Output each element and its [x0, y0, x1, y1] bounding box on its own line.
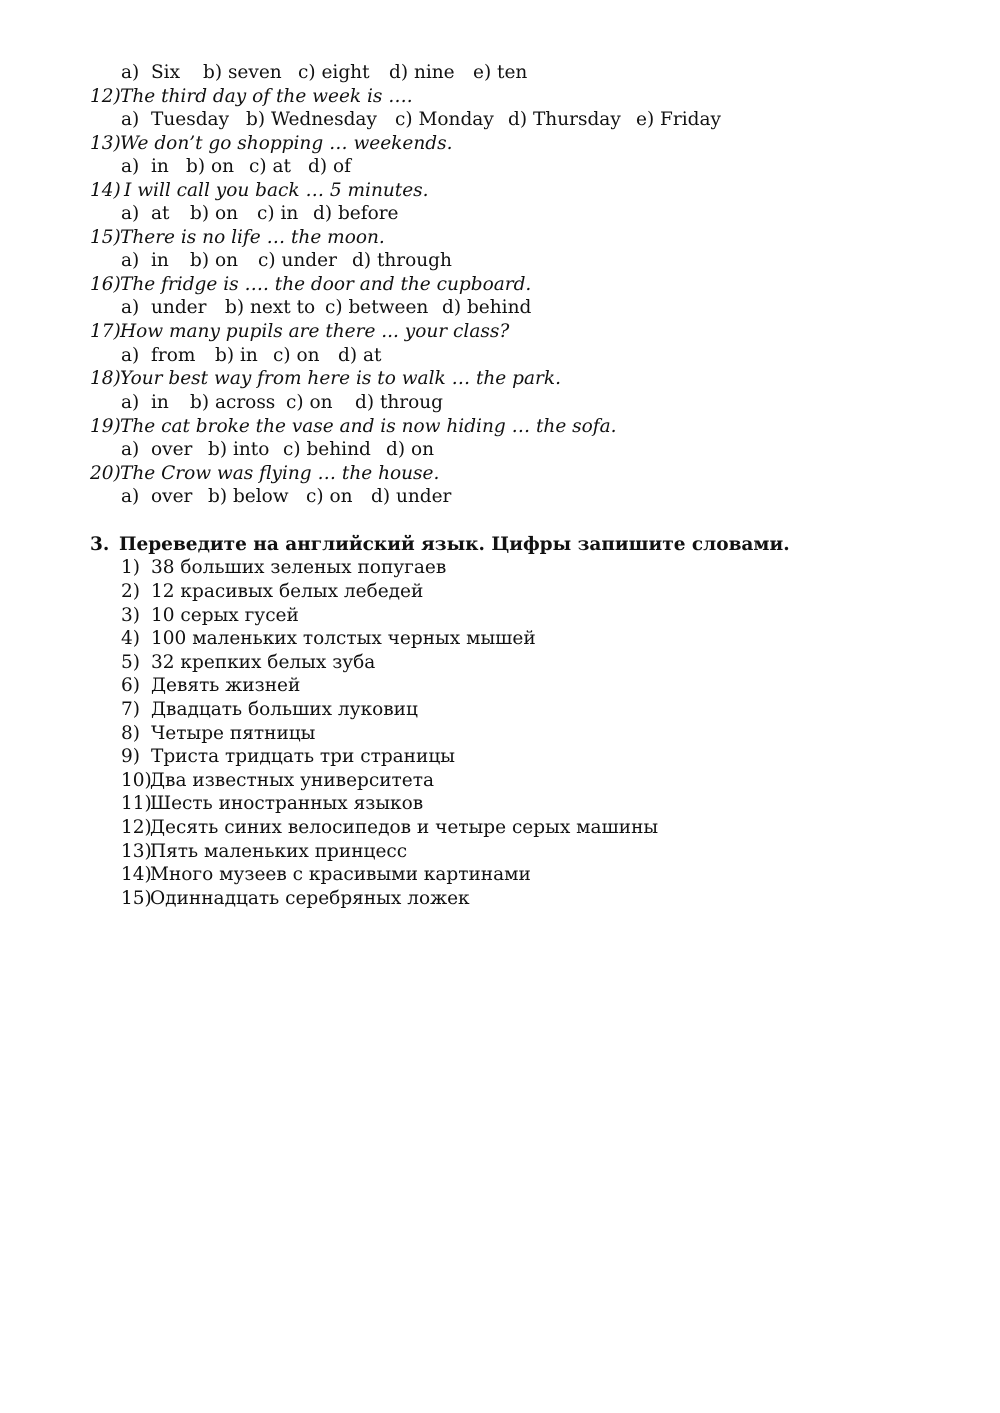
answer-option: c) Monday — [395, 109, 494, 130]
item-number: 14) — [121, 864, 152, 885]
item-number: 5) — [121, 652, 140, 673]
item-number: 7) — [121, 699, 140, 720]
item-number: 10) — [121, 770, 152, 791]
option-letter: a) — [121, 62, 140, 83]
item-text: Четыре пятницы — [151, 723, 316, 744]
question-text: We don’t go shopping … weekends. — [120, 133, 453, 154]
answer-option: over — [151, 486, 193, 507]
item-number: 6) — [121, 675, 140, 696]
item-text: Два известных университета — [150, 770, 435, 791]
item-number: 11) — [121, 793, 152, 814]
answer-option: b) below — [208, 486, 289, 507]
answer-option: c) on — [306, 486, 353, 507]
answer-option: b) on — [190, 250, 238, 271]
item-number: 12) — [121, 817, 152, 838]
question-number: 14) — [90, 180, 121, 201]
answer-option: e) ten — [473, 62, 528, 83]
answer-option: under — [151, 297, 207, 318]
answer-option: d) Thursday — [508, 109, 621, 130]
question-number: 18) — [90, 368, 121, 389]
answer-option: c) on — [273, 345, 320, 366]
option-letter: a) — [121, 345, 140, 366]
option-letter: a) — [121, 392, 140, 413]
item-number: 3) — [121, 605, 140, 626]
question-text: The Crow was flying … the house. — [120, 463, 440, 484]
item-text: Пять маленьких принцесс — [150, 841, 408, 862]
answer-option: in — [151, 250, 169, 271]
answer-option: b) Wednesday — [246, 109, 377, 130]
item-text: Одиннадцать серебряных ложек — [150, 888, 470, 909]
answer-option: d) before — [313, 203, 399, 224]
answer-option: d) behind — [442, 297, 532, 318]
answer-option: d) at — [338, 345, 382, 366]
answer-option: c) behind — [283, 439, 371, 460]
item-text: 100 маленьких толстых черных мышей — [151, 628, 536, 649]
answer-option: c) eight — [298, 62, 370, 83]
question-number: 20) — [90, 463, 121, 484]
answer-option: c) between — [325, 297, 429, 318]
option-letter: a) — [121, 297, 140, 318]
question-text: The third day of the week is …. — [120, 86, 413, 107]
answer-option: b) on — [190, 203, 238, 224]
item-number: 4) — [121, 628, 140, 649]
answer-option: d) under — [371, 486, 452, 507]
answer-option: over — [151, 439, 193, 460]
section-number: 3. — [90, 534, 110, 555]
answer-option: d) of — [308, 156, 351, 177]
question-number: 17) — [90, 321, 121, 342]
answer-option: d) on — [386, 439, 434, 460]
option-letter: a) — [121, 156, 140, 177]
item-text: Двадцать больших луковиц — [151, 699, 418, 720]
question-number: 12) — [90, 86, 121, 107]
answer-option: at — [151, 203, 170, 224]
answer-option: b) seven — [203, 62, 282, 83]
section-title: Переведите на английский язык. Цифры запишите словами. — [119, 534, 790, 555]
answer-option: b) on — [186, 156, 234, 177]
question-number: 19) — [90, 416, 121, 437]
answer-option: b) across — [190, 392, 276, 413]
item-text: Триста тридцать три страницы — [151, 746, 455, 767]
answer-option: c) on — [286, 392, 333, 413]
question-text: There is no life … the moon. — [120, 227, 385, 248]
answer-option: Tuesday — [151, 109, 230, 130]
answer-option: from — [151, 345, 196, 366]
item-text: Много музеев с красивыми картинами — [150, 864, 531, 885]
item-text: Девять жизней — [151, 675, 301, 696]
item-number: 15) — [121, 888, 152, 909]
item-number: 13) — [121, 841, 152, 862]
option-letter: a) — [121, 439, 140, 460]
answer-option: c) under — [258, 250, 337, 271]
answer-option: e) Friday — [636, 109, 721, 130]
item-number: 9) — [121, 746, 140, 767]
option-letter: a) — [121, 250, 140, 271]
option-letter: a) — [121, 109, 140, 130]
item-number: 8) — [121, 723, 140, 744]
answer-option: b) next to — [225, 297, 316, 318]
answer-option: b) in — [215, 345, 258, 366]
question-number: 15) — [90, 227, 121, 248]
item-text: 32 крепких белых зуба — [151, 652, 376, 673]
item-number: 1) — [121, 557, 140, 578]
answer-option: c) in — [257, 203, 299, 224]
answer-option: d) throug — [355, 392, 444, 413]
answer-option: d) nine — [389, 62, 455, 83]
item-text: Шесть иностранных языков — [150, 793, 424, 814]
question-number: 16) — [90, 274, 121, 295]
answer-option: in — [151, 392, 169, 413]
answer-option: in — [151, 156, 169, 177]
answer-option: b) into — [208, 439, 270, 460]
question-text: The fridge is …. the door and the cupboard. — [120, 274, 532, 295]
answer-option: Six — [151, 62, 181, 83]
question-number: 13) — [90, 133, 121, 154]
question-text: Your best way from here is to walk … the park. — [120, 368, 561, 389]
question-text: The cat broke the vase and is now hiding … the sofa. — [120, 416, 617, 437]
item-text: 12 красивых белых лебедей — [151, 581, 424, 602]
answer-option: d) through — [352, 250, 452, 271]
item-number: 2) — [121, 581, 140, 602]
question-text: How many pupils are there ... your class? — [120, 321, 510, 342]
item-text: 10 серых гусей — [151, 605, 299, 626]
question-text: I will call you back … 5 minutes. — [124, 180, 429, 201]
option-letter: a) — [121, 203, 140, 224]
answer-option: c) at — [249, 156, 291, 177]
item-text: Десять синих велосипедов и четыре серых машины — [150, 817, 659, 838]
option-letter: a) — [121, 486, 140, 507]
item-text: 38 больших зеленых попугаев — [151, 557, 447, 578]
